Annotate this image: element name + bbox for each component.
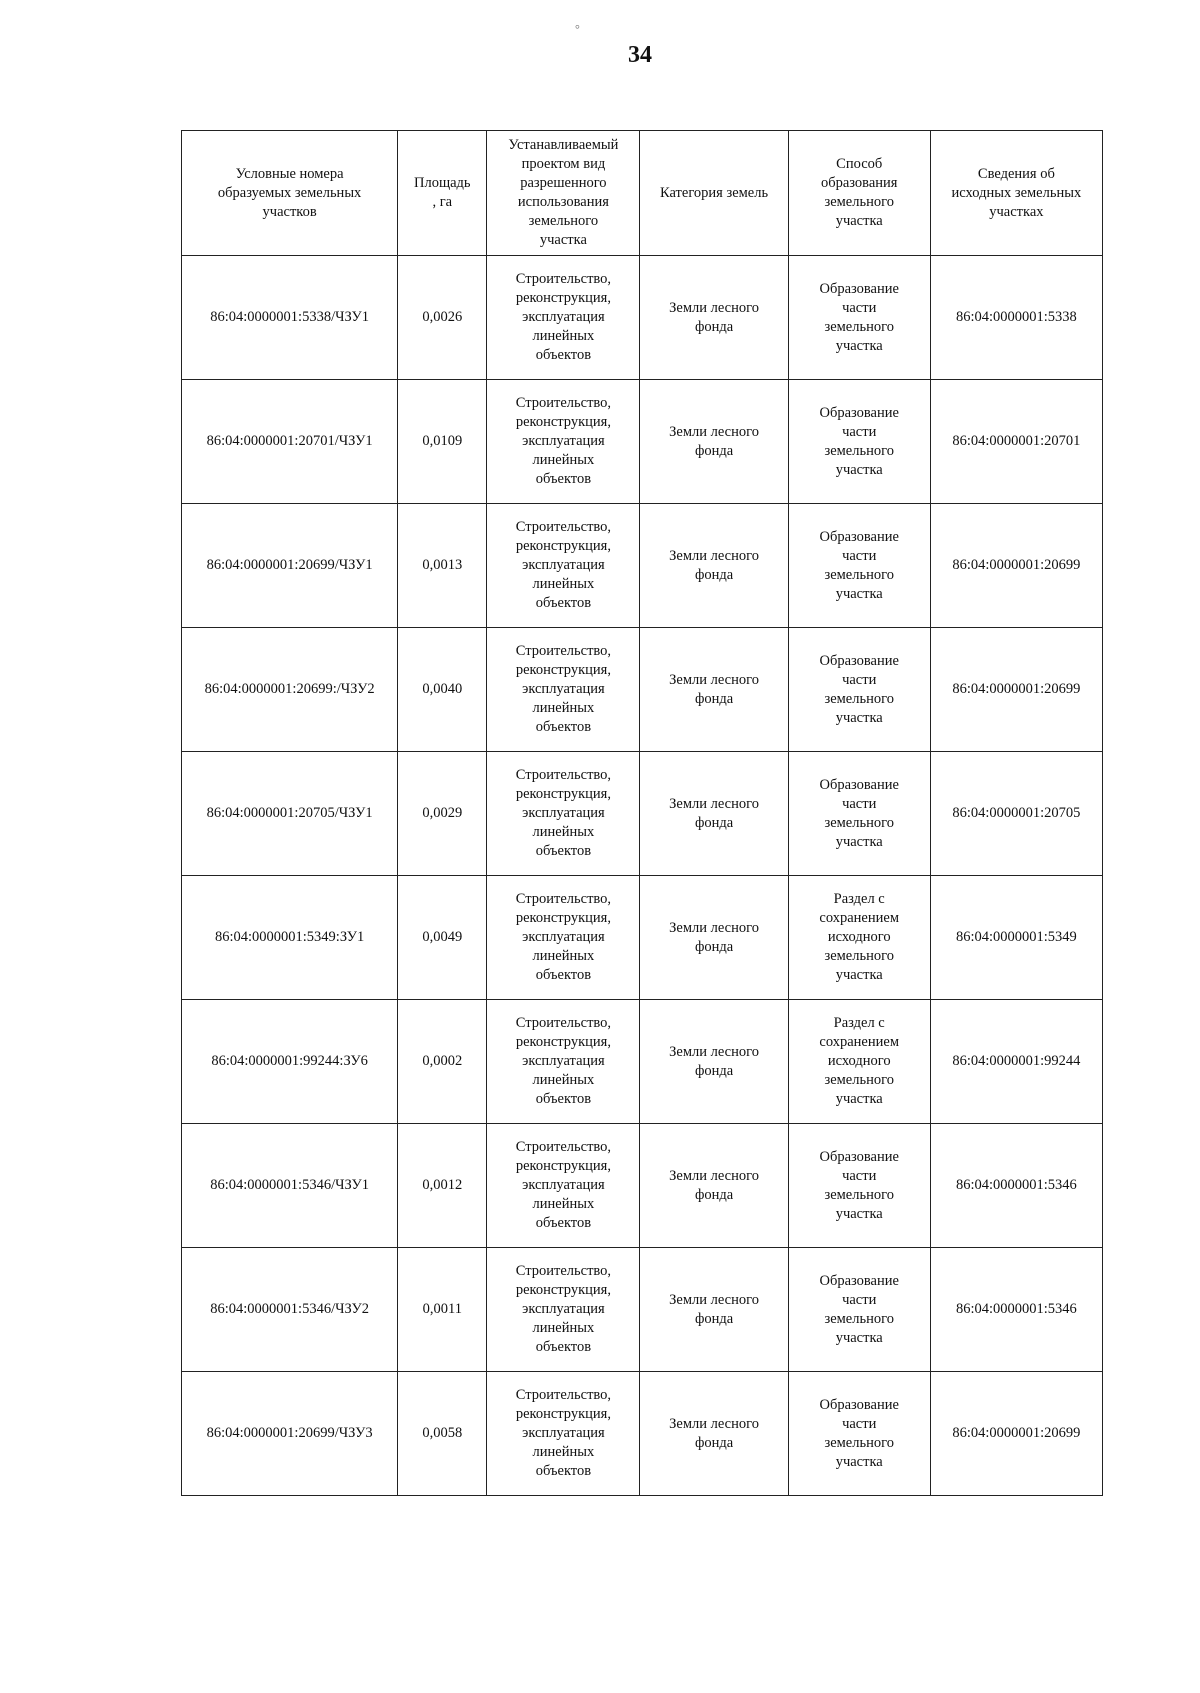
cell-source-plot: 86:04:0000001:5346 — [930, 1124, 1102, 1248]
cell-area: 0,0026 — [398, 256, 487, 380]
cell-land-category: Земли лесного фонда — [640, 876, 788, 1000]
cell-land-category: Земли лесного фонда — [640, 504, 788, 628]
cell-formation-method: Образование части земельного участка — [788, 1248, 930, 1372]
cell-area: 0,0049 — [398, 876, 487, 1000]
cell-source-plot: 86:04:0000001:20699 — [930, 1372, 1102, 1496]
header-area: Площадь , га — [398, 131, 487, 256]
cell-source-plot: 86:04:0000001:20705 — [930, 752, 1102, 876]
header-formation-method: Способ образования земельного участка — [788, 131, 930, 256]
table-row — [182, 1248, 1103, 1372]
cell-formation-method: Образование части земельного участка — [788, 628, 930, 752]
header-plot-number: Условные номера образуемых земельных участков — [182, 131, 398, 256]
cell-permitted-use: Строительство, реконструкция, эксплуатация линейных объектов — [487, 1372, 640, 1496]
header-permitted-use: Устанавливаемый проектом вид разрешенного использования земельного участка — [487, 131, 640, 256]
cell-permitted-use: Строительство, реконструкция, эксплуатация линейных объектов — [487, 1248, 640, 1372]
cell-plot-number: 86:04:0000001:5338/ЧЗУ1 — [182, 256, 398, 380]
table-row — [182, 1372, 1103, 1496]
cell-land-category: Земли лесного фонда — [640, 380, 788, 504]
table-row — [182, 380, 1103, 504]
table-row — [182, 256, 1103, 380]
page-number: 34 — [628, 42, 652, 68]
header-source-plots: Сведения об исходных земельных участках — [930, 131, 1102, 256]
cell-area: 0,0002 — [398, 1000, 487, 1124]
cell-source-plot: 86:04:0000001:5349 — [930, 876, 1102, 1000]
cell-plot-number: 86:04:0000001:20701/ЧЗУ1 — [182, 380, 398, 504]
cell-permitted-use: Строительство, реконструкция, эксплуатация линейных объектов — [487, 256, 640, 380]
table-row — [182, 752, 1103, 876]
table-row — [182, 628, 1103, 752]
table-row — [182, 1124, 1103, 1248]
header-land-category: Категория земель — [640, 131, 788, 256]
cell-permitted-use: Строительство, реконструкция, эксплуатация линейных объектов — [487, 752, 640, 876]
cell-plot-number: 86:04:0000001:20705/ЧЗУ1 — [182, 752, 398, 876]
table-header-row — [182, 131, 1103, 256]
cell-land-category: Земли лесного фонда — [640, 1124, 788, 1248]
cell-plot-number: 86:04:0000001:20699/ЧЗУ1 — [182, 504, 398, 628]
cell-source-plot: 86:04:0000001:99244 — [930, 1000, 1102, 1124]
cell-formation-method: Раздел с сохранением исходного земельного участка — [788, 876, 930, 1000]
land-plots-table — [181, 130, 1103, 1496]
cell-land-category: Земли лесного фонда — [640, 256, 788, 380]
cell-plot-number: 86:04:0000001:5349:ЗУ1 — [182, 876, 398, 1000]
cell-source-plot: 86:04:0000001:5346 — [930, 1248, 1102, 1372]
cell-land-category: Земли лесного фонда — [640, 628, 788, 752]
cell-source-plot: 86:04:0000001:20699 — [930, 504, 1102, 628]
cell-area: 0,0109 — [398, 380, 487, 504]
cell-area: 0,0013 — [398, 504, 487, 628]
cell-formation-method: Образование части земельного участка — [788, 256, 930, 380]
cell-plot-number: 86:04:0000001:20699:/ЧЗУ2 — [182, 628, 398, 752]
cell-permitted-use: Строительство, реконструкция, эксплуатация линейных объектов — [487, 876, 640, 1000]
cell-permitted-use: Строительство, реконструкция, эксплуатация линейных объектов — [487, 380, 640, 504]
cell-formation-method: Образование части земельного участка — [788, 1124, 930, 1248]
cell-land-category: Земли лесного фонда — [640, 1372, 788, 1496]
cell-formation-method: Образование части земельного участка — [788, 752, 930, 876]
cell-area: 0,0040 — [398, 628, 487, 752]
cell-plot-number: 86:04:0000001:5346/ЧЗУ1 — [182, 1124, 398, 1248]
cell-land-category: Земли лесного фонда — [640, 1248, 788, 1372]
cell-land-category: Земли лесного фонда — [640, 1000, 788, 1124]
cell-formation-method: Образование части земельного участка — [788, 1372, 930, 1496]
scan-speck-mark: ° — [575, 22, 580, 36]
cell-area: 0,0012 — [398, 1124, 487, 1248]
table-row — [182, 1000, 1103, 1124]
cell-formation-method: Образование части земельного участка — [788, 504, 930, 628]
cell-plot-number: 86:04:0000001:99244:ЗУ6 — [182, 1000, 398, 1124]
cell-plot-number: 86:04:0000001:20699/ЧЗУ3 — [182, 1372, 398, 1496]
cell-source-plot: 86:04:0000001:20701 — [930, 380, 1102, 504]
cell-plot-number: 86:04:0000001:5346/ЧЗУ2 — [182, 1248, 398, 1372]
table-row — [182, 504, 1103, 628]
cell-formation-method: Образование части земельного участка — [788, 380, 930, 504]
table-row — [182, 876, 1103, 1000]
cell-area: 0,0011 — [398, 1248, 487, 1372]
cell-permitted-use: Строительство, реконструкция, эксплуатация линейных объектов — [487, 504, 640, 628]
cell-area: 0,0058 — [398, 1372, 487, 1496]
cell-source-plot: 86:04:0000001:20699 — [930, 628, 1102, 752]
cell-permitted-use: Строительство, реконструкция, эксплуатация линейных объектов — [487, 628, 640, 752]
cell-formation-method: Раздел с сохранением исходного земельного участка — [788, 1000, 930, 1124]
cell-area: 0,0029 — [398, 752, 487, 876]
cell-land-category: Земли лесного фонда — [640, 752, 788, 876]
cell-source-plot: 86:04:0000001:5338 — [930, 256, 1102, 380]
cell-permitted-use: Строительство, реконструкция, эксплуатация линейных объектов — [487, 1000, 640, 1124]
cell-permitted-use: Строительство, реконструкция, эксплуатация линейных объектов — [487, 1124, 640, 1248]
